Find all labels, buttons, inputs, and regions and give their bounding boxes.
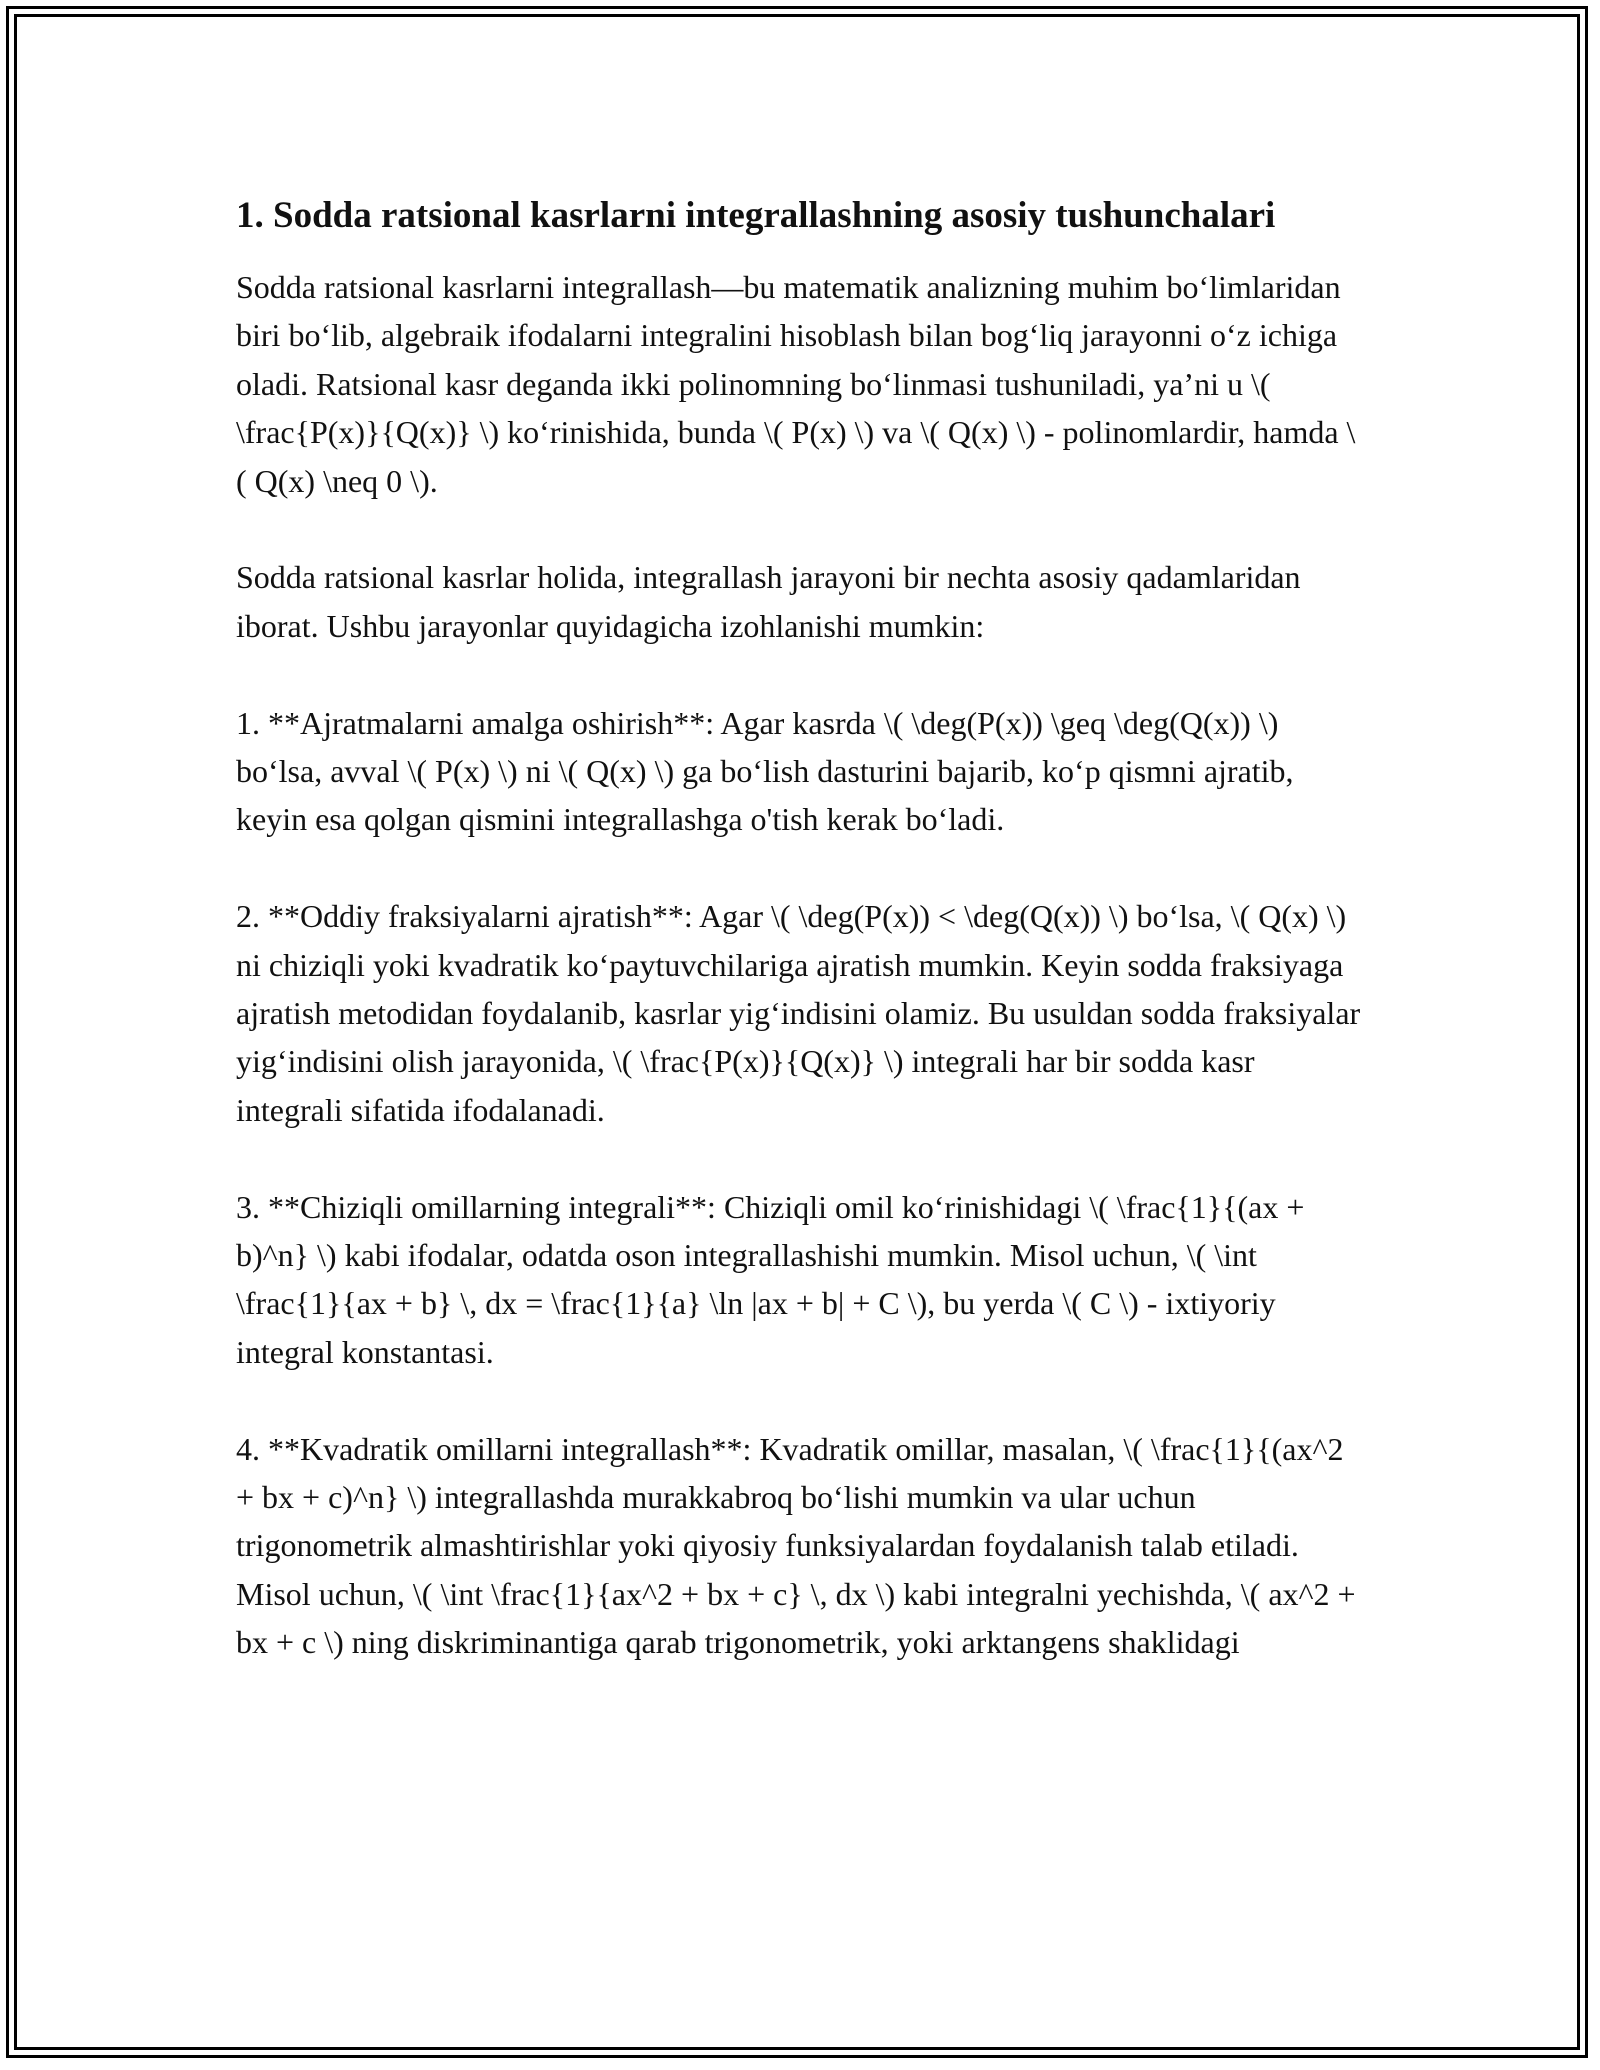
section-heading: 1. Sodda ratsional kasrlarni integrallashning asosiy tushunchalari [236,195,1276,236]
paragraph-intro: Sodda ratsional kasrlarni integrallash—bu matematik analizning muhim bo‘limlaridan biri bo‘lib, algebraik ifodalarni integralini hisoblash bilan bog‘liq jarayonni o‘z ichiga oladi. Ratsional kasr deganda ikki polinomning bo‘linmasi tushuniladi, ya’ni u \( \frac{P(x)}{Q(x)} \) ko‘rinishida, bunda \( P(x) \) va \( Q(x) \) - polinomlardir, hamda \( Q(x) \neq 0 \). [236,269,1356,499]
paragraph-step-2: 2. **Oddiy fraksiyalarni ajratish**: Agar \( \deg(P(x)) < \deg(Q(x)) \) bo‘lsa, \( Q(x) \) ni chiziqli yoki kvadratik ko‘paytuvchilariga ajratish mumkin. Keyin sodda fraksiyaga ajratish metodidan foydalanib, kasrlar yig‘indisini olamiz. Bu usuldan sodda fraksiyalar yig‘indisini olish jarayonida, \( \frac{P(x)}{Q(x)} \) integrali har bir sodda kasr integrali sifatida ifodalanadi. [236,898,1361,1128]
paragraph-step-4: 4. **Kvadratik omillarni integrallash**: Kvadratik omillar, masalan, \( \frac{1}{(ax^2 + bx + c)^n} \) integrallashda murakkabroq bo‘lishi mumkin va ular uchun trigonometrik almashtirishlar yoki qiyosiy funksiyalardan foydalanish talab etiladi. Misol uchun, \( \int \frac{1}{ax^2 + bx + c} \, dx \) kabi integralni yechishda, \( ax^2 + bx + c \) ning diskriminantiga qarab trigonometrik, yoki arktangens shaklidagi [236,1430,1356,1661]
document-body [236,188,1366,1715]
paragraph-step-3: 3. **Chiziqli omillarning integrali**: Chiziqli omil ko‘rinishidagi \( \frac{1}{(ax + b)^n} \) kabi ifodalar, odatda oson integrallashishi mumkin. Misol uchun, \( \int \frac{1}{ax + b} \, dx = \frac{1}{a} \ln |ax + b| + C \), bu yerda \( C \) - ixtiyoriy integral konstantasi. [236,1188,1305,1370]
paragraph-steps-intro: Sodda ratsional kasrlar holida, integrallash jarayoni bir nechta asosiy qadamlaridan iborat. Ushbu jarayonlar quyidagicha izohlanishi mumkin: [236,559,1301,644]
paragraph-step-1: 1. **Ajratmalarni amalga oshirish**: Agar kasrda \( \deg(P(x)) \geq \deg(Q(x)) \) bo‘lsa, avval \( P(x) \) ni \( Q(x) \) ga bo‘lish dasturini bajarib, ko‘p qismni ajratib, keyin esa qolgan qismini integrallashga o'tish kerak bo‘ladi. [236,704,1294,838]
